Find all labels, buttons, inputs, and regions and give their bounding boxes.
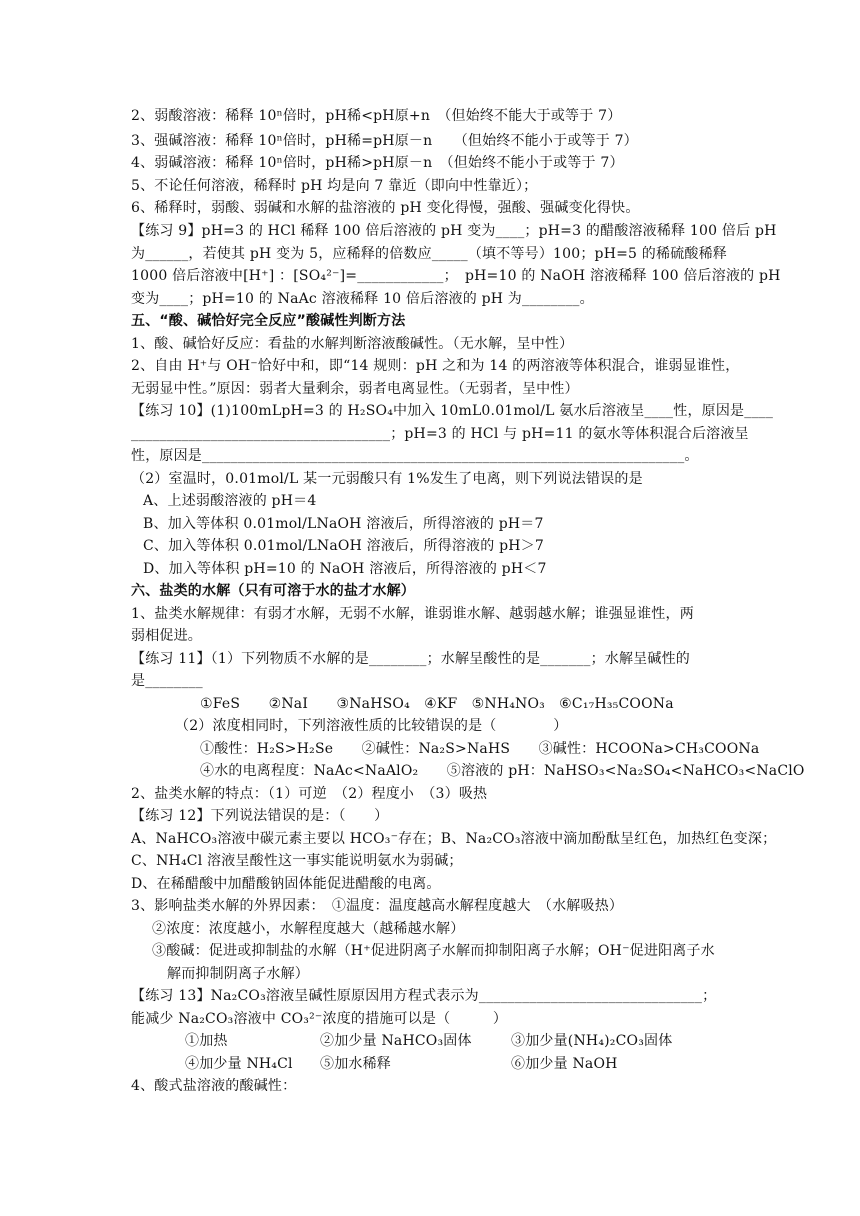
- option-6: ⑥加少量 NaOH: [511, 1056, 618, 1072]
- exercise-12: 【练习 12】下列说法错误的是：（ ）: [131, 808, 389, 824]
- option-2: ②加少量 NaHCO₃固体: [320, 1033, 472, 1049]
- text-line: 是________: [131, 673, 203, 689]
- option-b: B、加入等体积 0.01mol/LNaOH 溶液后，所得溶液的 pH＝7: [143, 516, 544, 532]
- text-line: （2）浓度相同时，下列溶液性质的比较错误的是（ ）: [175, 718, 568, 734]
- section-heading-5: 五、“酸、碱恰好完全反应”酸碱性判断方法: [131, 313, 406, 329]
- text-line: 3、强碱溶液：稀释 10ⁿ倍时，pH稀=pH原－n （但始终不能小于或等于 7）: [131, 133, 638, 149]
- text-line: 6、稀释时，弱酸、弱碱和水解的盐溶液的 pH 变化得慢，强酸、强碱变化得快。: [131, 200, 640, 216]
- text-line: 无弱显中性。”原因：弱者大量剩余，弱者电离显性。（无弱者，呈中性）: [131, 381, 579, 397]
- text-line: 解而抑制阴离子水解）: [167, 966, 309, 982]
- text-line: 2、盐类水解的特点：（1）可逆 （2）程度小 （3）吸热: [131, 786, 488, 802]
- text-line: 4、酸式盐溶液的酸碱性：: [131, 1078, 297, 1094]
- text-line: 变为____；pH=10 的 NaAc 溶液稀释 10 倍后溶液的 pH 为________。: [131, 291, 594, 307]
- exercise-11: 【练习 11】（1）下列物质不水解的是________；水解呈酸性的是_______；水解呈碱性的: [131, 651, 690, 667]
- text-line: （2）室温时，0.01mol/L 某一元弱酸只有 1%发生了电离，则下列说法错误的是: [131, 471, 643, 487]
- exercise-13: 【练习 13】Na₂CO₃溶液呈碱性原原因用方程式表示为_______________________________；: [131, 988, 717, 1004]
- text-line: ____________________________________；pH=3 的 HCl 与 pH=11 的氨水等体积混合后溶液呈: [131, 426, 749, 442]
- text-line: 1、盐类水解规律：有弱才水解，无弱不水解，谁弱谁水解、越弱越水解；谁强显谁性，两: [131, 606, 694, 622]
- text-line: ①酸性：H₂S>H₂Se ②碱性：Na₂S>NaHS ③碱性：HCOONa>CH₃COONa: [200, 741, 760, 757]
- option-a: A、上述弱酸溶液的 pH＝4: [143, 493, 317, 509]
- text-line: 4、弱碱溶液：稀释 10ⁿ倍时，pH稀>pH原－n （但始终不能小于或等于 7）: [131, 155, 624, 171]
- text-line: 能减少 Na₂CO₃溶液中 CO₃²⁻浓度的措施可以是（ ）: [131, 1011, 508, 1027]
- option-1: ①加热: [185, 1033, 228, 1049]
- section-heading-6: 六、盐类的水解（只有可溶于水的盐才水解）: [131, 583, 415, 599]
- option-d: D、加入等体积 pH=10 的 NaOH 溶液后，所得溶液的 pH＜7: [143, 561, 547, 577]
- text-line: 为______，若使其 pH 变为 5，应稀释的倍数应_____（填不等号）100；pH=5 的稀硫酸稀释: [131, 246, 728, 262]
- exercise-10: 【练习 10】(1)100mLpH=3 的 H₂SO₄中加入 10mL0.01mol/L 氨水后溶液呈____性，原因是____: [131, 403, 774, 419]
- option-3: ③加少量(NH₄)₂CO₃固体: [511, 1033, 673, 1049]
- text-line: 1000 倍后溶液中[H⁺] ：[SO₄²⁻]=____________； pH=10 的 NaOH 溶液稀释 100 倍后溶液的 pH: [131, 268, 781, 284]
- text-line: 性，原因是___________________________________________________________________。: [131, 448, 699, 464]
- text-line: A、NaHCO₃溶液中碳元素主要以 HCO₃⁻存在；B、Na₂CO₃溶液中滴加酚酞呈红色，加热红色变深；: [131, 831, 777, 847]
- text-line: C、NH₄Cl 溶液呈酸性这一事实能说明氨水为弱碱；: [131, 853, 463, 869]
- text-line: 3、影响盐类水解的外界因素： ①温度：温度越高水解程度越大 （水解吸热）: [131, 898, 624, 914]
- text-line: 5、不论任何溶液，稀释时 pH 均是向 7 靠近（即向中性靠近）；: [131, 178, 538, 194]
- text-line: 2、自由 H⁺与 OH⁻恰好中和，即“14 规则：pH 之和为 14 的两溶液等体积混合，谁弱显谁性，: [131, 358, 740, 374]
- option-c: C、加入等体积 0.01mol/LNaOH 溶液后，所得溶液的 pH＞7: [143, 538, 544, 554]
- text-line: 1、酸、碱恰好反应：看盐的水解判断溶液酸碱性。（无水解，呈中性）: [131, 336, 574, 352]
- option-4: ④加少量 NH₄Cl: [185, 1056, 293, 1072]
- substance-list: ①FeS ②NaI ③NaHSO₄ ④KF ⑤NH₄NO₃ ⑥C₁₇H₃₅COONa: [200, 696, 674, 712]
- text-line: ④水的电离程度：NaAc<NaAlO₂ ⑤溶液的 pH：NaHSO₃<Na₂SO₄<NaHCO₃<NaClO: [200, 763, 805, 779]
- text-line: D、在稀醋酸中加醋酸钠固体能促进醋酸的电离。: [131, 876, 441, 892]
- exercise-9: 【练习 9】pH=3 的 HCl 稀释 100 倍后溶液的 pH 变为____；pH=3 的醋酸溶液稀释 100 倍后 pH: [131, 223, 777, 239]
- text-line: 2、弱酸溶液：稀释 10ⁿ倍时，pH稀<pH原+n （但始终不能大于或等于 7）: [131, 108, 622, 124]
- option-5: ⑤加水稀释: [320, 1056, 391, 1072]
- text-line: 弱相促进。: [131, 628, 202, 644]
- text-line: ③酸碱：促进或抑制盐的水解（H⁺促进阴离子水解而抑制阳离子水解；OH⁻促进阳离子水: [152, 943, 715, 959]
- text-line: ②浓度：浓度越小，水解程度越大（越稀越水解）: [152, 921, 465, 937]
